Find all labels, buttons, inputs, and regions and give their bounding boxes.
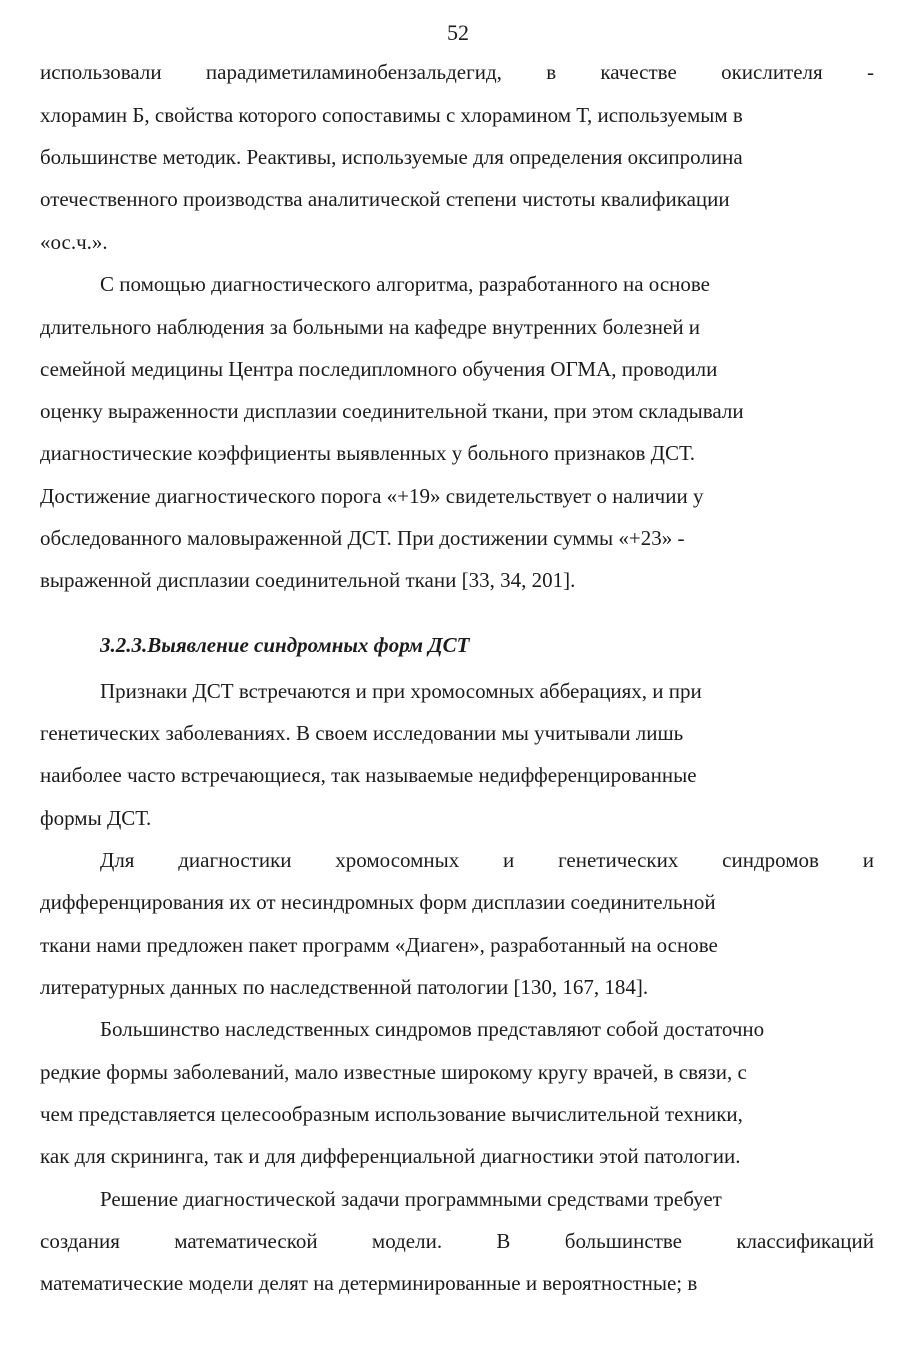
- text-line: большинстве методик. Реактивы, используемые для определения оксипролина: [40, 145, 743, 169]
- word: -: [866, 60, 874, 84]
- word: окислителя: [721, 60, 823, 84]
- text-line: диагностические коэффициенты выявленных у больного признаков ДСТ.: [40, 441, 695, 465]
- word: генетических: [558, 848, 679, 872]
- text-line: математические модели делят на детерминированные и вероятностные; в: [40, 1271, 698, 1295]
- text-line: длительного наблюдения за больными на кафедре внутренних болезней и: [40, 315, 701, 339]
- text-line: наиболее часто встречающиеся, так называемые недифференцированные: [40, 763, 697, 787]
- text-line: дифференцирования их от несиндромных форм дисплазии соединительной: [40, 890, 716, 914]
- text-line: [100, 845, 874, 875]
- word: В: [496, 1229, 511, 1253]
- text-line: генетических заболеваниях. В своем исследовании мы учитывали лишь: [40, 721, 684, 745]
- text-line: отечественного производства аналитической степени чистоты квалификации: [40, 187, 730, 211]
- word: классификаций: [736, 1229, 874, 1253]
- text-line: обследованного маловыраженной ДСТ. При достижении суммы «+23» -: [40, 526, 685, 550]
- text-line: выраженной дисплазии соединительной ткани [33, 34, 201].: [40, 568, 576, 592]
- text-line: чем представляется целесообразным использование вычислительной техники,: [40, 1102, 743, 1126]
- word: хромосомных: [335, 848, 460, 872]
- text-line: [40, 1226, 874, 1256]
- word: парадиметиламинобензальдегид,: [205, 60, 502, 84]
- word: синдромов: [722, 848, 819, 872]
- section-heading: 3.2.3.Выявление синдромных форм ДСТ: [100, 633, 470, 657]
- text-line: С помощью диагностического алгоритма, разработанного на основе: [100, 272, 711, 296]
- word: большинстве: [564, 1229, 682, 1253]
- text-line: семейной медицины Центра последипломного обучения ОГМА, проводили: [40, 357, 718, 381]
- word: диагностики: [178, 848, 292, 872]
- text-line: ткани нами предложен пакет программ «Диаген», разработанный на основе: [40, 933, 718, 957]
- word: в: [546, 60, 557, 84]
- word: создания: [40, 1229, 120, 1253]
- word: и: [862, 848, 874, 872]
- text-line: оценку выраженности дисплазии соединительной ткани, при этом складывали: [40, 399, 744, 423]
- text-line: литературных данных по наследственной патологии [130, 167, 184].: [40, 975, 649, 999]
- word: использовали: [40, 60, 162, 84]
- text-line: «ос.ч.».: [40, 230, 108, 254]
- text-line: Признаки ДСТ встречаются и при хромосомных абберациях, и при: [100, 679, 702, 703]
- text-line: как для скрининга, так и для дифференциальной диагностики этой патологии.: [40, 1144, 741, 1168]
- text-line: [40, 57, 874, 87]
- text-line: редкие формы заболеваний, мало известные широкому кругу врачей, в связи, с: [40, 1060, 747, 1084]
- text-line: Решение диагностической задачи программными средствами требует: [100, 1187, 722, 1211]
- page-number: 52: [447, 20, 469, 45]
- word: математической: [174, 1229, 318, 1253]
- word: и: [503, 848, 515, 872]
- word: Для: [100, 848, 135, 872]
- word: модели.: [371, 1229, 443, 1253]
- word: качестве: [600, 60, 677, 84]
- text-line: формы ДСТ.: [40, 806, 152, 830]
- text-line: Достижение диагностического порога «+19» свидетельствует о наличии у: [40, 484, 704, 508]
- text-line: хлорамин Б, свойства которого сопоставимы с хлорамином Т, используемым в: [40, 103, 743, 127]
- text-line: Большинство наследственных синдромов представляют собой достаточно: [100, 1017, 765, 1041]
